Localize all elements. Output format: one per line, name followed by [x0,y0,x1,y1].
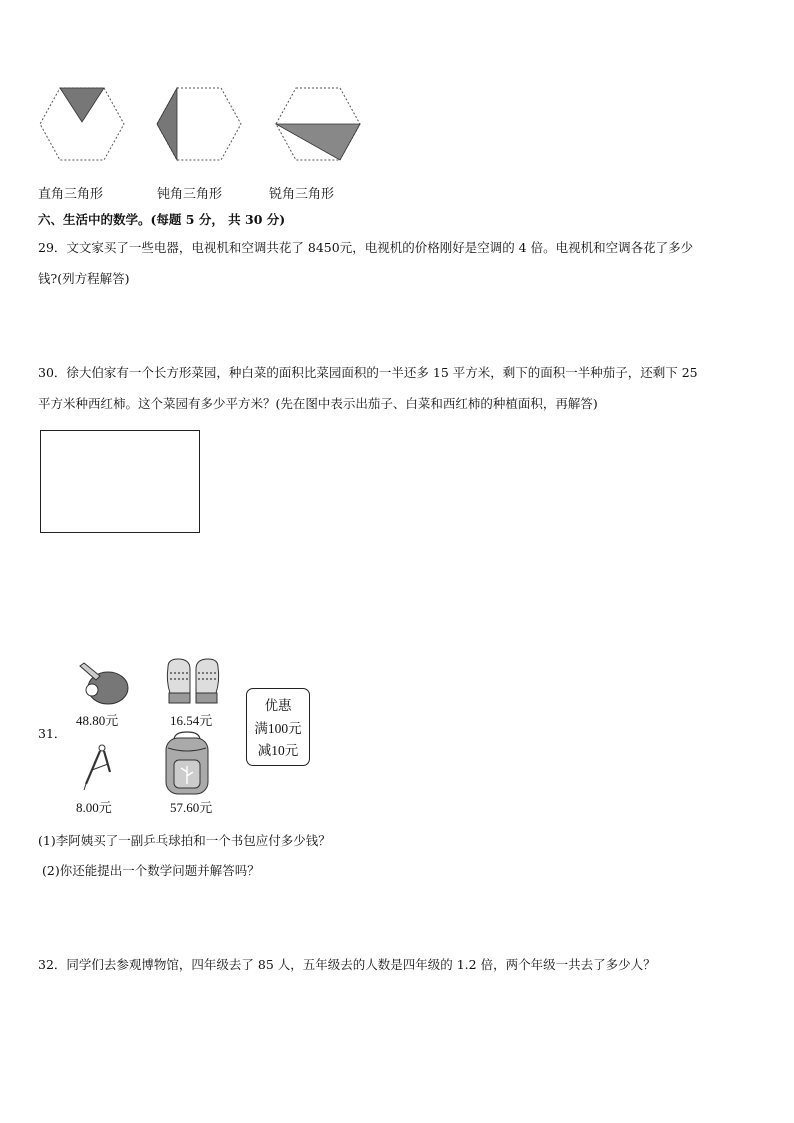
q29-line1: 29．文文家买了一些电器，电视机和空调共花了 8450元，电视机的价格刚好是空调的 4 倍。电视机和空调各花了多少 [38,240,694,255]
hexagon-right-triangle-figure [38,86,126,162]
price-backpack: 57.60元 [170,800,213,815]
q31-sub1: (1)李阿姨买了一副乒乓球拍和一个书包应付多少钱？ [38,833,331,848]
price-paddle: 48.80元 [76,713,119,728]
compass-icon [80,742,114,792]
discount-coupon [246,688,310,766]
hexagon-acute-triangle-figure [274,86,362,162]
q30-line1: 30．徐大伯家有一个长方形菜园，种白菜的面积比菜园面积的一半还多 15 平方米，剩下的面积一半种茄子，还剩下 25 [38,365,698,380]
coupon-condition: 满100元 [254,721,302,736]
label-right-triangle: 直角三角形 [38,187,104,202]
label-obtuse-triangle: 钝角三角形 [157,187,223,202]
q29-line2: 钱?(列方程解答) [38,271,130,286]
coupon-discount: 减10元 [257,743,299,758]
hexagon-obtuse-triangle-figure [155,86,243,162]
q31-number: 31． [38,726,67,741]
section-heading: 六、生活中的数学。(每题 5 分， 共 30 分) [38,212,286,227]
label-acute-triangle: 锐角三角形 [269,187,335,202]
coupon-title: 优惠 [264,698,292,713]
price-compass: 8.00元 [76,800,112,815]
gloves-icon [164,657,222,707]
backpack-icon [160,730,214,796]
q31-sub2: (2)你还能提出一个数学问题并解答吗？ [42,863,260,878]
q32-text: 32．同学们去参观博物馆，四年级去了 85 人，五年级去的人数是四年级的 1.2 倍，两个年级一共去了多少人？ [38,957,656,972]
ping-pong-paddle-icon [76,660,132,706]
q30-line2: 平方米种西红柿。这个菜园有多少平方米？(先在图中表示出茄子、白菜和西红柿的种植面积，再解答) [38,396,598,411]
price-gloves: 16.54元 [170,713,213,728]
garden-rectangle [40,430,200,533]
